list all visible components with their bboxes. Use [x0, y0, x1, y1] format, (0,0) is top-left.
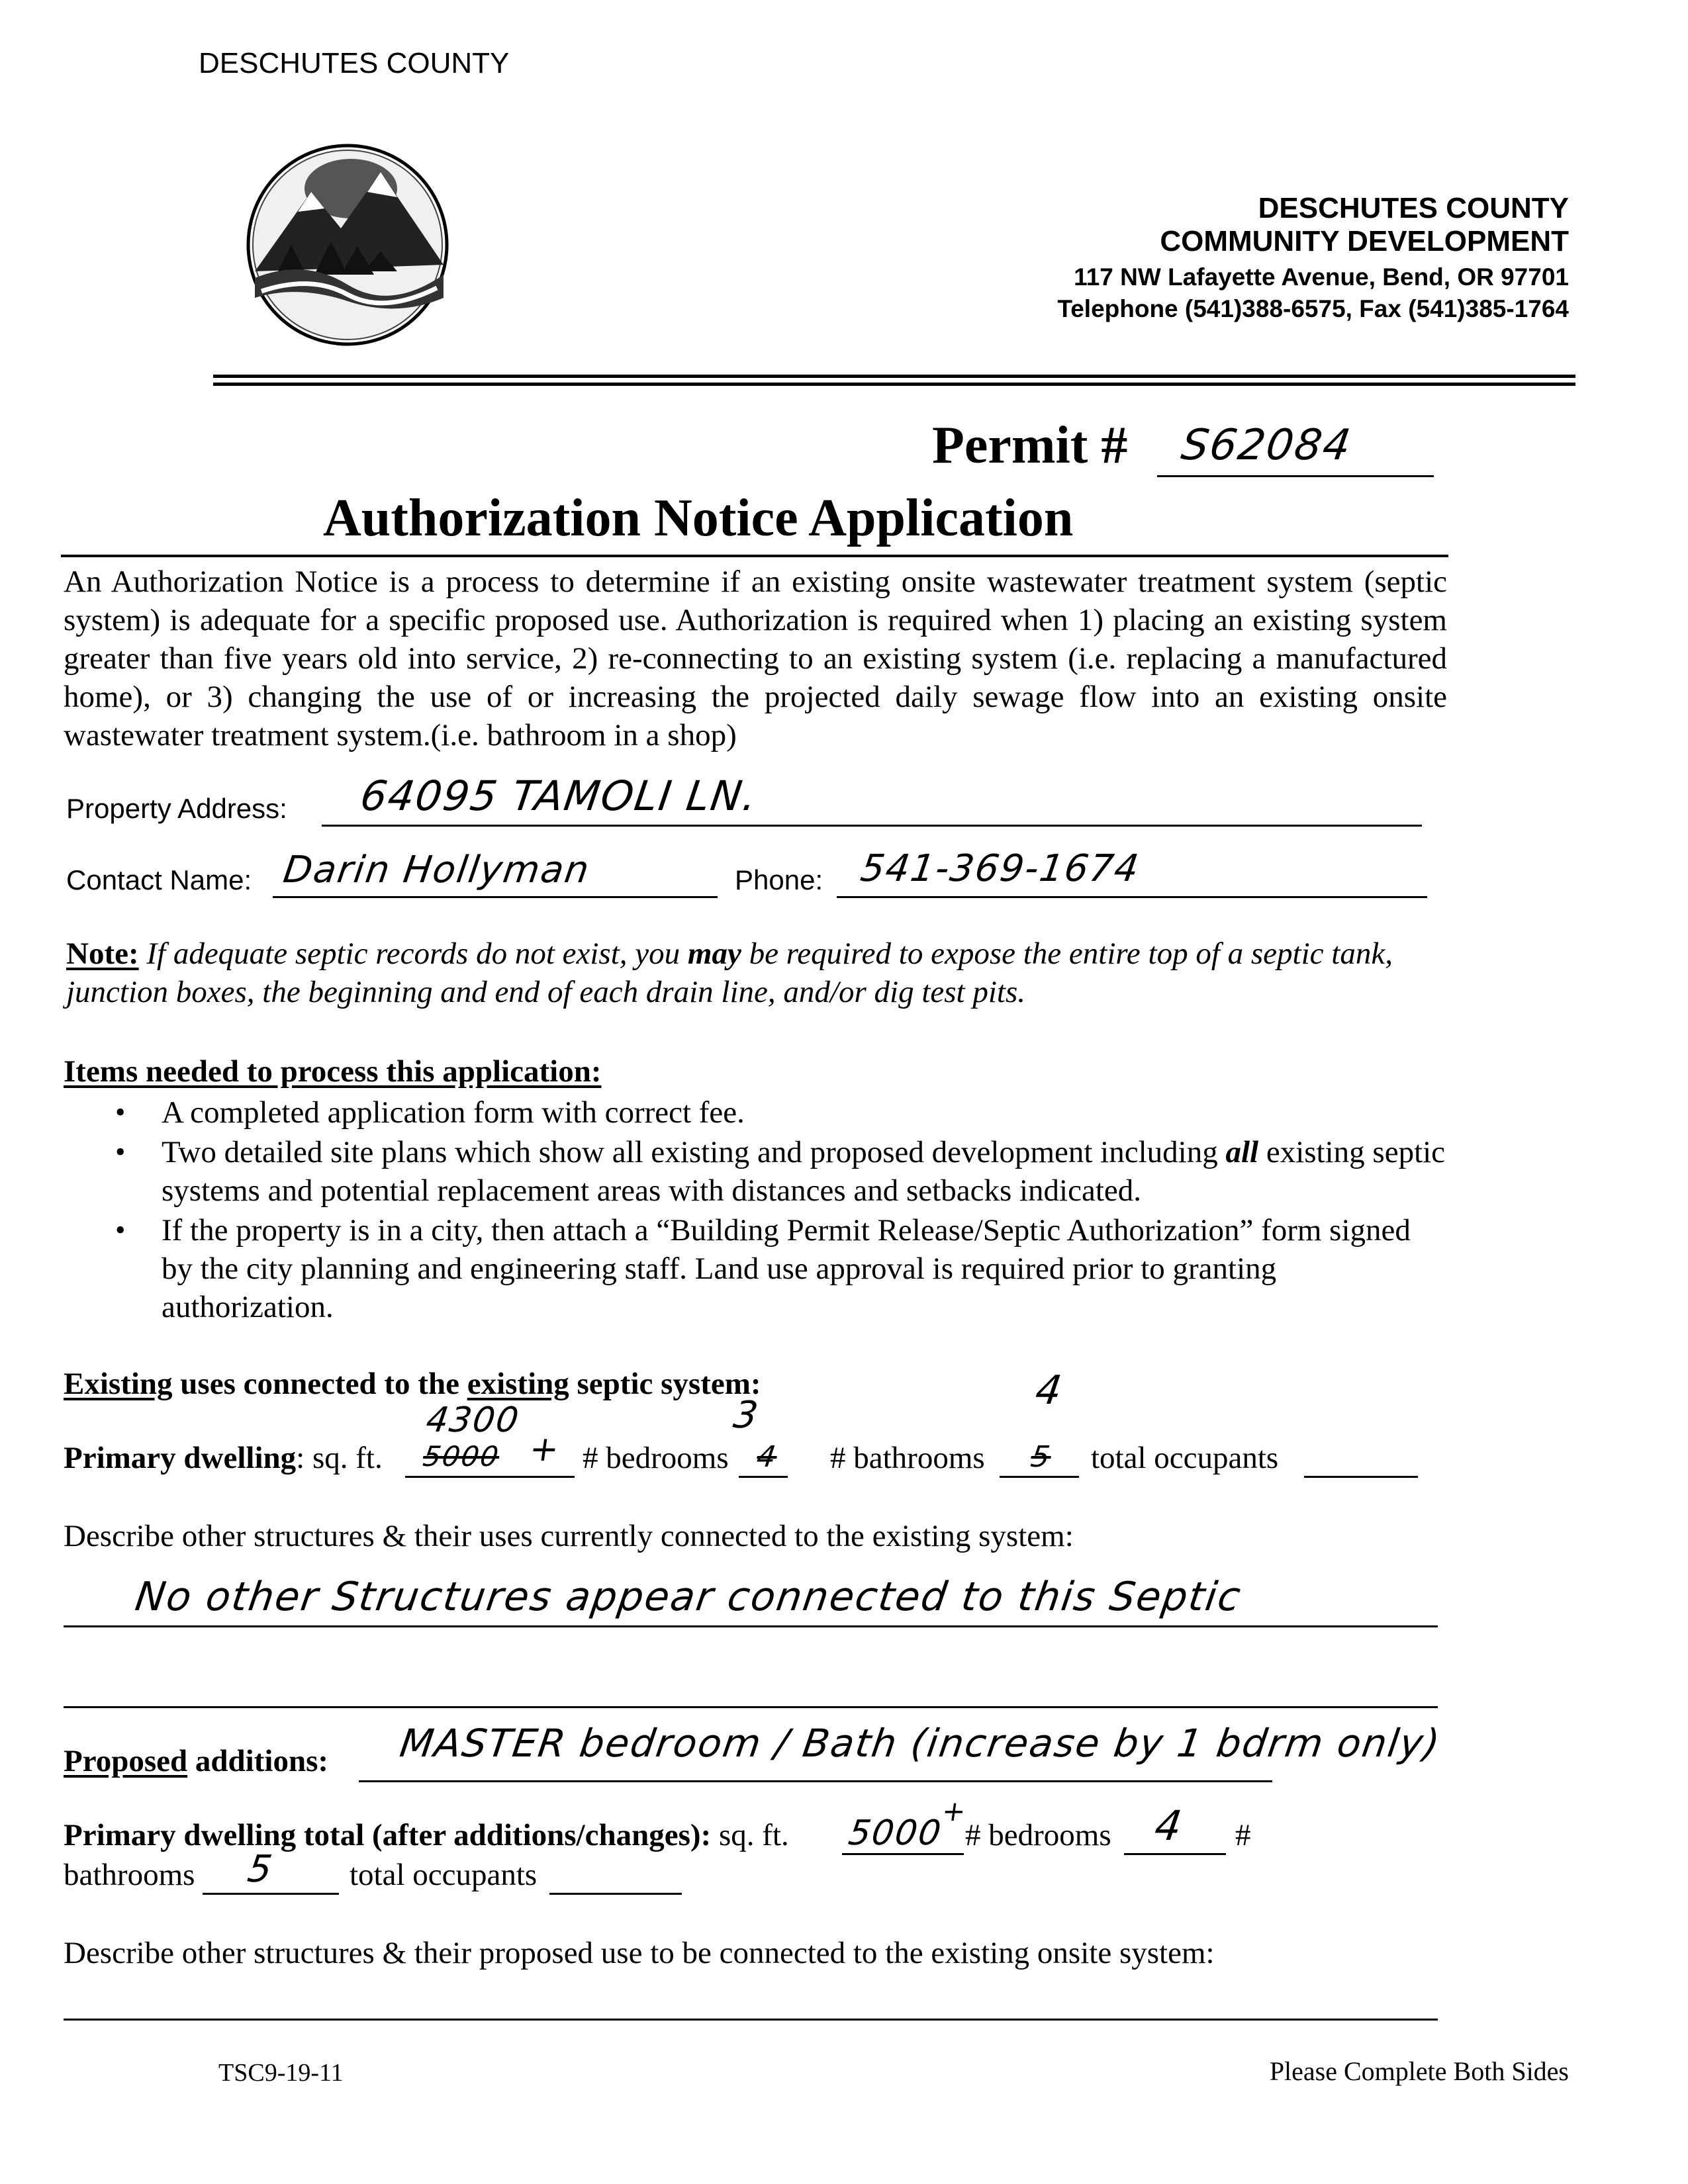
items-heading: Items needed to process this application:: [64, 1054, 602, 1089]
permit-label: Permit #: [932, 416, 1128, 475]
total-bathrooms-value[interactable]: 5: [245, 1848, 276, 1891]
bullet-2-all: all: [1225, 1135, 1259, 1169]
note-label: Note:: [66, 936, 139, 971]
title-rule: [61, 555, 1448, 557]
proposed-additions-line: [359, 1780, 1272, 1782]
intro-paragraph: An Authorization Notice is a process to determine if an existing onsite wastewater treatment system (septic system) is adequate for a specific proposed use. Authorization is required when 1) placing an existing system greater than five years old into service, 2) re-connecting to an existing system (i.e. replacing a manufactured home), or 3) changing the use of or increasing the projected daily sewage flow into an existing onsite wastewater treatment system.(i.e. bathroom in a shop): [64, 565, 1447, 752]
total-sqft-line: [842, 1853, 964, 1855]
property-address-value[interactable]: 64095 TAMOLI LN.: [357, 772, 761, 820]
phone-value[interactable]: 541-369-1674: [858, 847, 1143, 890]
proposed-other-structures-line: [64, 2019, 1438, 2021]
bedrooms-label: # bedrooms: [583, 1441, 729, 1475]
form-code: TSC9-19-11: [218, 2059, 344, 2087]
header-rule-top: [213, 375, 1575, 378]
total-bathrooms-line: [203, 1893, 339, 1895]
list-item: [64, 1093, 1447, 1132]
bathrooms-value[interactable]: 4: [1033, 1367, 1066, 1414]
svg-text:DESCHUTES COUNTY: DESCHUTES COUNTY: [199, 47, 510, 79]
sqft-struck-value: 5000: [421, 1440, 502, 1473]
primary-dwelling-label: Primary dwelling: [64, 1441, 297, 1475]
total-bathrooms-label: bathrooms: [64, 1858, 195, 1892]
sqft-plus: +: [527, 1430, 563, 1469]
property-address-label: Property Address:: [66, 793, 287, 824]
total-occupants-line: [1304, 1476, 1418, 1478]
existing-other-structures-line-1: [64, 1625, 1438, 1627]
primary-dwelling-total-row: [64, 1817, 789, 1853]
proposed-word: Proposed: [64, 1744, 188, 1778]
total-sqft-plus: +: [940, 1795, 970, 1827]
agency-department: COMMUNITY DEVELOPMENT: [1160, 225, 1569, 257]
contact-name-value[interactable]: Darin Hollyman: [281, 848, 593, 891]
agency-phone: Telephone (541)388-6575, Fax (541)385-1764: [1057, 295, 1569, 322]
primary-dwelling-row: [64, 1440, 383, 1476]
note-text-b: be required to expose the entire top of a septic tank, junction boxes, the beginning and end of each drain line, and/or dig test pits.: [66, 936, 1393, 1009]
items-list: [64, 1093, 1447, 1328]
bullet-1-text: A completed application form with correct fee.: [162, 1095, 745, 1130]
phone-label: Phone:: [735, 864, 823, 895]
bullet-3-text: If the property is in a city, then attach a “Building Permit Release/Septic Authorization” form signed by the city planning and engineering staff. Land use approval is required prior to granting authorization.: [162, 1213, 1411, 1324]
existing-other-structures-value[interactable]: No other Structures appear connected to this Septic: [132, 1574, 1244, 1620]
note-text-a: If adequate septic records do not exist, you: [146, 936, 680, 971]
property-address-line: [322, 825, 1422, 827]
bathrooms-label: # bathrooms: [830, 1441, 985, 1475]
proposed-additions-value[interactable]: MASTER bedroom / Bath (increase by 1 bdrm only): [397, 1721, 1444, 1766]
total-bedrooms-value[interactable]: 4: [1152, 1801, 1186, 1850]
total-sqft-label: sq. ft.: [718, 1818, 789, 1852]
list-item: [64, 1211, 1447, 1326]
total-hash: #: [1235, 1818, 1251, 1852]
permit-number-value[interactable]: S62084: [1178, 421, 1355, 470]
total-bedrooms-line: [1124, 1853, 1226, 1855]
bullet-2-text-a: Two detailed site plans which show all existing and proposed development including: [162, 1135, 1218, 1169]
existing-other-structures-label: Describe other structures & their uses currently connected to the existing system:: [64, 1519, 1074, 1553]
sqft-line: [405, 1476, 575, 1478]
existing-uses-heading: [64, 1366, 761, 1402]
bullet-2-text-b: existing septic systems and potential replacement areas with distances and setbacks indicated.: [162, 1135, 1446, 1208]
existing-heading-mid: uses connected to the: [180, 1367, 459, 1401]
bedrooms-struck-value: 4: [755, 1440, 780, 1474]
bathrooms-line: [1000, 1476, 1079, 1478]
agency-name: DESCHUTES COUNTY: [1258, 192, 1569, 224]
sqft-value[interactable]: 4300: [424, 1400, 522, 1440]
county-seal-logo: [199, 47, 510, 357]
total-occupants-label-2: total occupants: [350, 1858, 538, 1892]
total-sqft-value[interactable]: 5000: [846, 1813, 945, 1853]
existing-word-1: Existing: [64, 1367, 173, 1401]
bedrooms-value[interactable]: 3: [731, 1394, 762, 1437]
footer-note: Please Complete Both Sides: [1269, 2056, 1569, 2086]
sqft-label: : sq. ft.: [296, 1441, 383, 1475]
bathrooms-struck-value: 5: [1029, 1440, 1054, 1474]
header-rule-bottom: [213, 383, 1575, 386]
permit-number-line: [1157, 475, 1434, 477]
proposed-other-structures-label: Describe other structures & their proposed use to be connected to the existing onsite system:: [64, 1936, 1215, 1970]
mountain-river-seal-icon: [199, 47, 510, 357]
agency-address: 117 NW Lafayette Avenue, Bend, OR 97701: [1074, 263, 1569, 291]
phone-line: [837, 896, 1427, 898]
total-bedrooms-label: # bedrooms: [965, 1818, 1111, 1852]
contact-name-line: [273, 896, 718, 898]
primary-dwelling-total-label: Primary dwelling total (after additions/changes):: [64, 1818, 712, 1852]
note-text-may: may: [687, 936, 741, 971]
note-paragraph: [66, 934, 1443, 1011]
total-occupants-line-2: [549, 1893, 682, 1895]
additions-word: additions:: [195, 1744, 329, 1778]
existing-word-2: existing: [467, 1367, 569, 1401]
list-item: [64, 1133, 1447, 1210]
proposed-additions-label: [64, 1743, 328, 1779]
existing-other-structures-line-2: [64, 1706, 1438, 1708]
bedrooms-line: [739, 1476, 788, 1478]
total-occupants-label: total occupants: [1091, 1441, 1279, 1475]
page-title: Authorization Notice Application: [323, 489, 1074, 547]
contact-name-label: Contact Name:: [66, 864, 252, 895]
existing-heading-end: septic system:: [577, 1367, 761, 1401]
